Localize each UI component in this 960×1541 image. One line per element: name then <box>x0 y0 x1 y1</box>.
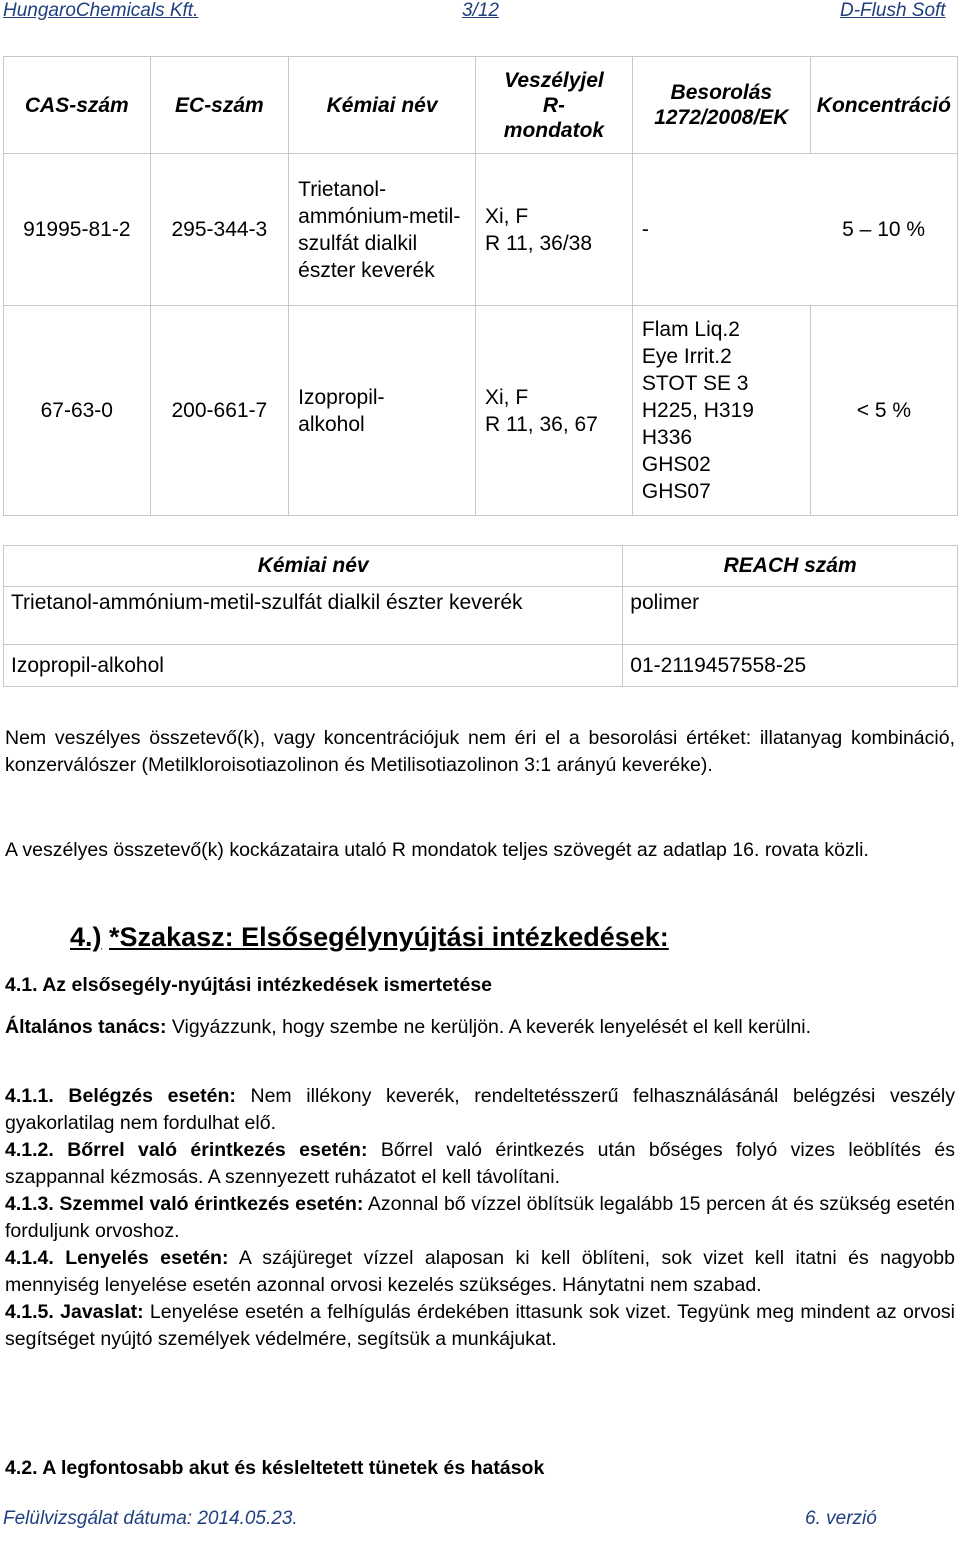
table-header-row <box>4 546 958 587</box>
list-item <box>5 1083 955 1137</box>
item-number: 4.1.5. <box>5 1301 54 1323</box>
footer-date: Felülvizsgálat dátuma: 2014.05.23. <box>3 1508 298 1529</box>
item-text: Azonnal bő vízzel öblítsük legalább 15 percen át és szükség esetén forduljunk orvoshoz. <box>5 1193 955 1242</box>
table-row <box>4 306 958 516</box>
cell-reach: 01-2119457558-25 <box>623 645 958 687</box>
non-hazardous-note: Nem veszélyes összetevő(k), vagy koncentrációjuk nem éri el a besorolási értéket: illatanyag kombináció, konzerválószer (Metilkloroisotiazolinon és Metilisotiazolinon 3:1 arányú keveréke). <box>5 727 955 776</box>
item-text: Lenyelése esetén a felhígulás érdekében ittasunk sok vizet. Tegyünk meg mindent az orvosi segítséget nyújtó személyek védelmére, segítsük a munkájukat. <box>5 1301 955 1350</box>
subsection-4-2: 4.2. A legfontosabb akut és késleltetett tünetek és hatások <box>5 1457 545 1479</box>
header-software: D-Flush Soft <box>840 0 946 21</box>
section-title <box>70 922 669 953</box>
cell-ec: 200-661-7 <box>150 306 289 516</box>
cell-name: Trietanol-ammónium-metil-szulfát dialkil észter keverék <box>4 587 623 645</box>
cell-class: - <box>632 154 810 306</box>
table-row <box>4 154 958 306</box>
general-text: Vigyázzunk, hogy szembe ne kerüljön. A keverék lenyelését el kell kerülni. <box>166 1016 812 1038</box>
section-number: 4.) <box>70 922 102 952</box>
cell-cas: 91995-81-2 <box>4 154 151 306</box>
header-company: HungaroChemicals Kft. <box>3 0 199 21</box>
item-label: Belégzés esetén: <box>68 1085 236 1107</box>
col-ec: EC-szám <box>150 57 289 154</box>
item-label: Bőrrel való érintkezés esetén: <box>67 1139 368 1161</box>
col-conc: Koncentráció <box>810 57 957 154</box>
subsection-4-1: 4.1. Az elsősegély-nyújtási intézkedések ismertetése <box>5 974 493 996</box>
col-name: Kémiai név <box>289 57 476 154</box>
reach-table <box>3 545 958 687</box>
col-r: Veszélyjel R-mondatok <box>476 57 633 154</box>
table-header-row <box>4 57 958 154</box>
r-phrases-note: A veszélyes összetevő(k) kockázataira utaló R mondatok teljes szövegét az adatlap 16. rovata közli. <box>5 839 869 861</box>
cell-cas: 67-63-0 <box>4 306 151 516</box>
item-number: 4.1.1. <box>5 1085 54 1107</box>
list-item <box>5 1137 955 1191</box>
cell-conc: 5 – 10 % <box>810 154 957 306</box>
col-chem-name: Kémiai név <box>4 546 623 587</box>
list-item <box>5 1299 955 1353</box>
item-label: Lenyelés esetén: <box>65 1247 229 1269</box>
table-row <box>4 645 958 687</box>
item-label: Szemmel való érintkezés esetén: <box>59 1193 364 1215</box>
section-heading: *Szakasz: Elsősegélynyújtási intézkedések: <box>109 922 669 952</box>
cell-ec: 295-344-3 <box>150 154 289 306</box>
col-class: Besorolás 1272/2008/EK <box>632 57 810 154</box>
first-aid-items <box>5 1083 955 1353</box>
cell-name: Izopropil-alkohol <box>4 645 623 687</box>
cell-r: Xi, F R 11, 36, 67 <box>476 306 633 516</box>
item-text: Nem illékony keverék, rendeltetésszerű felhasználásánál belégzési veszély gyakorlatilag nem fordulhat elő. <box>5 1085 955 1134</box>
list-item <box>5 1245 955 1299</box>
list-item <box>5 1191 955 1245</box>
item-text: A szájüreget vízzel alaposan ki kell öblíteni, sok vizet kell itatni és nagyobb mennyiség lenyelése esetén azonnal orvosi kezelés szükséges. Hánytatni nem szabad. <box>5 1247 955 1296</box>
general-label: Általános tanács: <box>5 1016 167 1038</box>
item-number: 4.1.4. <box>5 1247 54 1269</box>
item-number: 4.1.3. <box>5 1193 54 1215</box>
table-row <box>4 587 958 645</box>
cell-r: Xi, F R 11, 36/38 <box>476 154 633 306</box>
general-advice <box>5 1014 955 1041</box>
cell-reach: polimer <box>623 587 958 645</box>
col-cas: CAS-szám <box>4 57 151 154</box>
item-text: Bőrrel való érintkezés után bőséges folyó vizes leöblítés és szappannal kézmosás. A szennyezett ruházatot el kell távolítani. <box>5 1139 955 1188</box>
col-reach: REACH szám <box>623 546 958 587</box>
item-number: 4.1.2. <box>5 1139 54 1161</box>
header-page: 3/12 <box>462 0 499 21</box>
cell-name: Trietanol-ammónium-metil-szulfát dialkil észter keverék <box>289 154 476 306</box>
footer-version: 6. verzió <box>805 1508 877 1529</box>
cell-class: Flam Liq.2 Eye Irrit.2 STOT SE 3 H225, H319 H336 GHS02 GHS07 <box>632 306 810 516</box>
cell-conc: < 5 % <box>810 306 957 516</box>
item-label: Javaslat: <box>60 1301 144 1323</box>
composition-table <box>3 56 958 516</box>
cell-name: Izopropil-alkohol <box>289 306 476 516</box>
